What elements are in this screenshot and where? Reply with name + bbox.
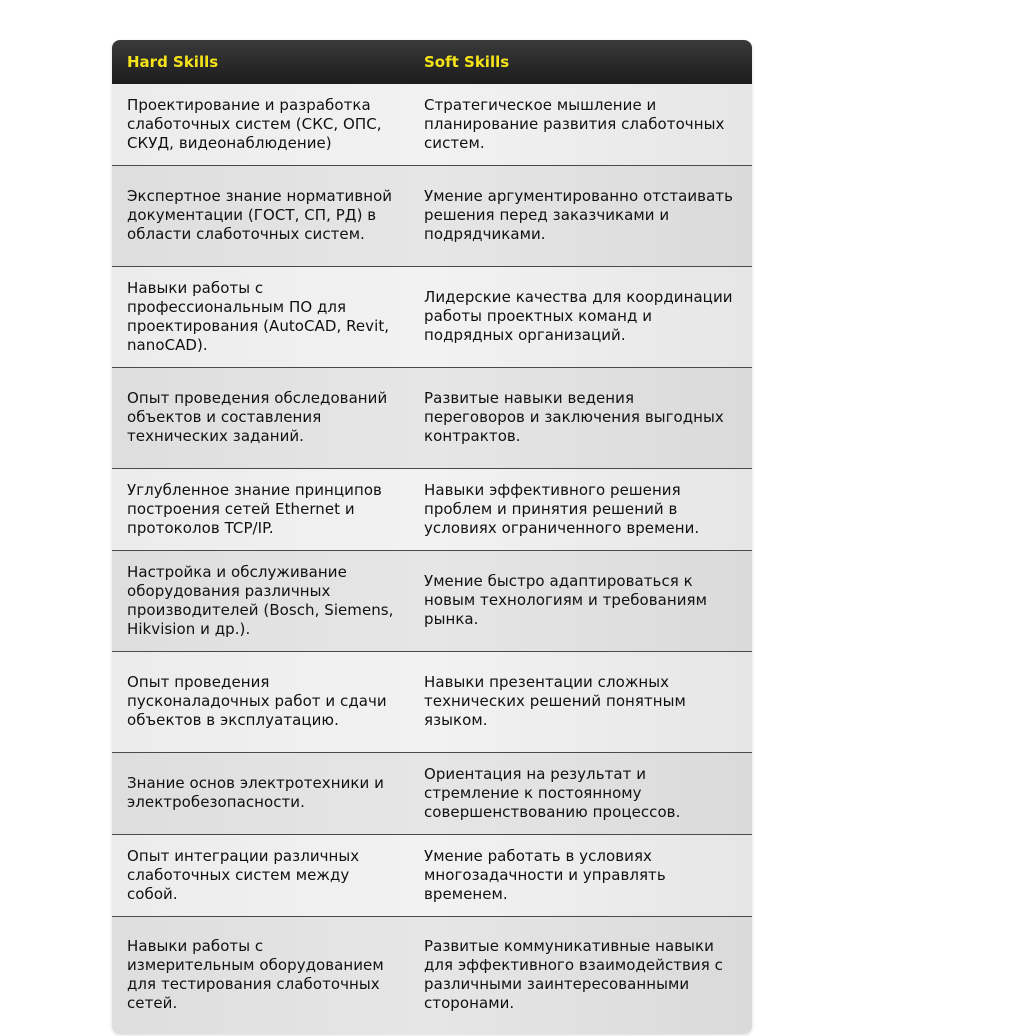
hard-skill-cell: Навыки работы с профессиональным ПО для проектирования (AutoCAD, Revit, nanoCAD).	[127, 278, 390, 354]
soft-skill-cell: Стратегическое мышление и планирование развития слаботочных систем.	[424, 95, 725, 152]
table-row	[112, 651, 752, 752]
table-row	[112, 165, 752, 266]
skills-table-container	[112, 40, 752, 1034]
table-row	[112, 367, 752, 468]
hard-skill-cell: Настройка и обслуживание оборудования различных производителей (Bosch, Siemens, Hikvision и др.).	[127, 562, 394, 638]
soft-skill-cell: Умение аргументированно отстаивать решения перед заказчиками и подрядчиками.	[424, 187, 733, 243]
table-row	[112, 834, 752, 916]
hard-skill-cell: Проектирование и разработка слаботочных систем (СКС, ОПС, СКУД, видеонаблюдение)	[127, 95, 382, 152]
table-row	[112, 752, 752, 834]
table-row	[112, 468, 752, 550]
soft-skill-cell: Навыки эффективного решения проблем и принятия решений в условиях ограниченного времени.	[424, 480, 700, 537]
table-row	[112, 550, 752, 651]
soft-skill-cell: Ориентация на результат и стремление к постоянному совершенствованию процессов.	[424, 764, 681, 821]
hard-skill-cell: Опыт проведения пусконаладочных работ и сдачи объектов в эксплуатацию.	[127, 673, 387, 729]
hard-skill-cell: Углубленное знание принципов построения сетей Ethernet и протоколов TCP/IP.	[127, 480, 382, 537]
soft-skills-header: Soft Skills	[424, 53, 510, 71]
table-row	[112, 84, 752, 165]
soft-skill-cell: Развитые коммуникативные навыки для эффективного взаимодействия с различными заинтересованными сторонами.	[424, 937, 723, 1013]
hard-skill-cell: Знание основ электротехники и электробезопасности.	[127, 774, 384, 811]
table-header	[112, 40, 752, 84]
soft-skill-cell: Развитые навыки ведения переговоров и заключения выгодных контрактов.	[424, 389, 724, 445]
hard-skill-cell: Опыт интеграции различных слаботочных систем между собой.	[127, 846, 360, 903]
table-row	[112, 916, 752, 1034]
soft-skill-cell: Навыки презентации сложных технических решений понятным языком.	[424, 673, 686, 729]
table-row	[112, 266, 752, 367]
hard-skill-cell: Экспертное знание нормативной документации (ГОСТ, СП, РД) в области слаботочных систем.	[127, 187, 393, 243]
soft-skill-cell: Умение быстро адаптироваться к новым технологиям и требованиям рынка.	[424, 572, 707, 628]
skills-table	[112, 40, 752, 1034]
hard-skill-cell: Навыки работы с измерительным оборудованием для тестирования слаботочных сетей.	[127, 937, 384, 1013]
soft-skill-cell: Лидерские качества для координации работы проектных команд и подрядных организаций.	[424, 288, 733, 344]
soft-skill-cell: Умение работать в условиях многозадачности и управлять временем.	[424, 846, 666, 903]
hard-skills-header: Hard Skills	[127, 53, 219, 71]
hard-skill-cell: Опыт проведения обследований объектов и составления технических заданий.	[127, 389, 388, 445]
header-row	[112, 40, 752, 84]
table-body	[112, 84, 752, 1034]
